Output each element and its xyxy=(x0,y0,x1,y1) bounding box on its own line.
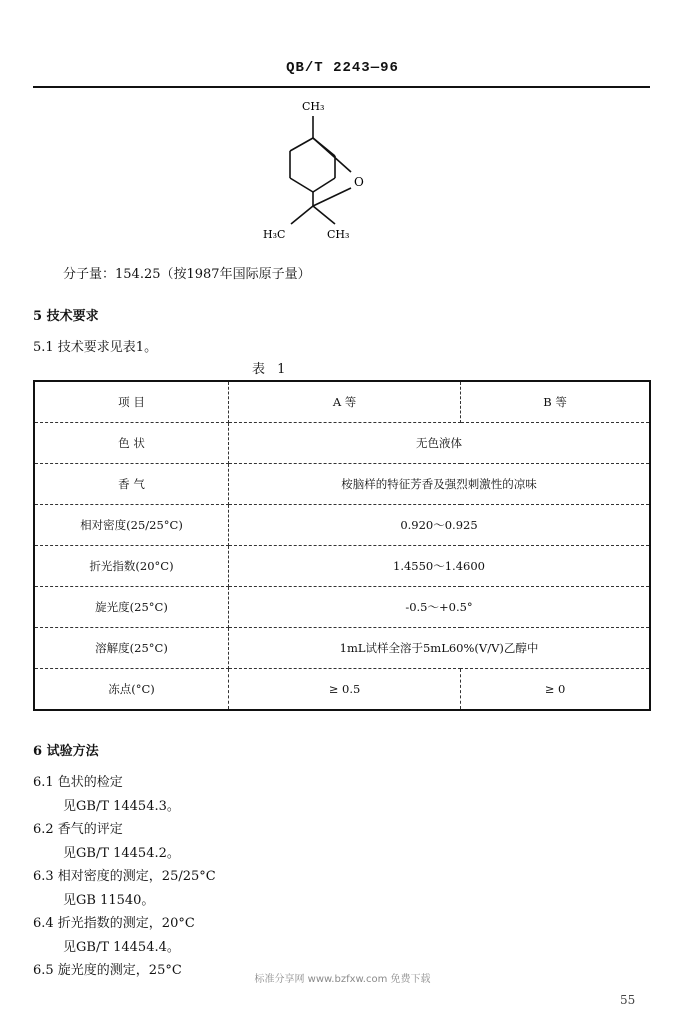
table-row xyxy=(34,546,650,587)
row-value: -0.5～+0.5° xyxy=(229,587,651,628)
structural-formula xyxy=(255,96,375,246)
row-value: 1mL试样全溶于5mL60%(V/V)乙醇中 xyxy=(229,628,651,669)
watermark-footer: 标准分享网 www.bzfxw.com 免费下载 xyxy=(254,974,431,985)
section-6-5-heading: 6.5 旋光度的测定，25°C xyxy=(33,963,182,978)
section-5-title: 5 技术要求 xyxy=(33,309,99,324)
section-6-3-body: 见GB 11540。 xyxy=(63,893,155,908)
spec-table xyxy=(33,380,651,711)
section-6-4-heading: 6.4 折光指数的测定，20°C xyxy=(33,916,195,931)
header-grade-b: B 等 xyxy=(461,381,650,423)
structure-label-oxygen: O xyxy=(354,175,364,189)
structural-formula-diagram xyxy=(255,96,375,246)
row-item: 香 气 xyxy=(34,464,229,505)
row-item: 溶解度(25°C) xyxy=(34,628,229,669)
row-item: 冻点(°C) xyxy=(34,669,229,711)
table-row xyxy=(34,587,650,628)
structure-label-right: CH₃ xyxy=(327,228,350,241)
table-caption: 表 1 xyxy=(252,362,290,377)
row-value: 0.920～0.925 xyxy=(229,505,651,546)
section-5-1: 5.1 技术要求见表1。 xyxy=(33,340,158,355)
section-6-2-heading: 6.2 香气的评定 xyxy=(33,822,123,837)
row-value-a: ≥ 0.5 xyxy=(229,669,461,711)
row-item: 折光指数(20°C) xyxy=(34,546,229,587)
header-rule xyxy=(33,86,650,88)
row-value: 无色液体 xyxy=(229,423,651,464)
section-6-1-body: 见GB/T 14454.3。 xyxy=(63,799,180,814)
structure-label-left: H₃C xyxy=(263,228,286,241)
row-item: 旋光度(25°C) xyxy=(34,587,229,628)
section-6-title: 6 试验方法 xyxy=(33,744,99,759)
table-row xyxy=(34,628,650,669)
page-number: 55 xyxy=(620,993,636,1007)
table-row xyxy=(34,669,650,711)
row-value: 桉脑样的特征芳香及强烈刺激性的凉味 xyxy=(229,464,651,505)
row-value-b: ≥ 0 xyxy=(461,669,650,711)
table-row xyxy=(34,505,650,546)
table-header-row xyxy=(34,381,650,423)
row-value: 1.4550～1.4600 xyxy=(229,546,651,587)
section-6-4-body: 见GB/T 14454.4。 xyxy=(63,940,180,955)
standard-code-header: QB/T 2243—96 xyxy=(286,60,399,76)
row-item: 色 状 xyxy=(34,423,229,464)
molecular-weight: 分子量：154.25（按1987年国际原子量） xyxy=(63,267,311,282)
section-6-3-heading: 6.3 相对密度的测定，25/25°C xyxy=(33,869,216,884)
table-row xyxy=(34,464,650,505)
header-grade-a: A 等 xyxy=(229,381,461,423)
header-item: 项 目 xyxy=(34,381,229,423)
section-6-1-heading: 6.1 色状的检定 xyxy=(33,775,123,790)
structure-label-top: CH₃ xyxy=(302,100,325,113)
row-item: 相对密度(25/25°C) xyxy=(34,505,229,546)
table-row xyxy=(34,423,650,464)
section-6-2-body: 见GB/T 14454.2。 xyxy=(63,846,180,861)
